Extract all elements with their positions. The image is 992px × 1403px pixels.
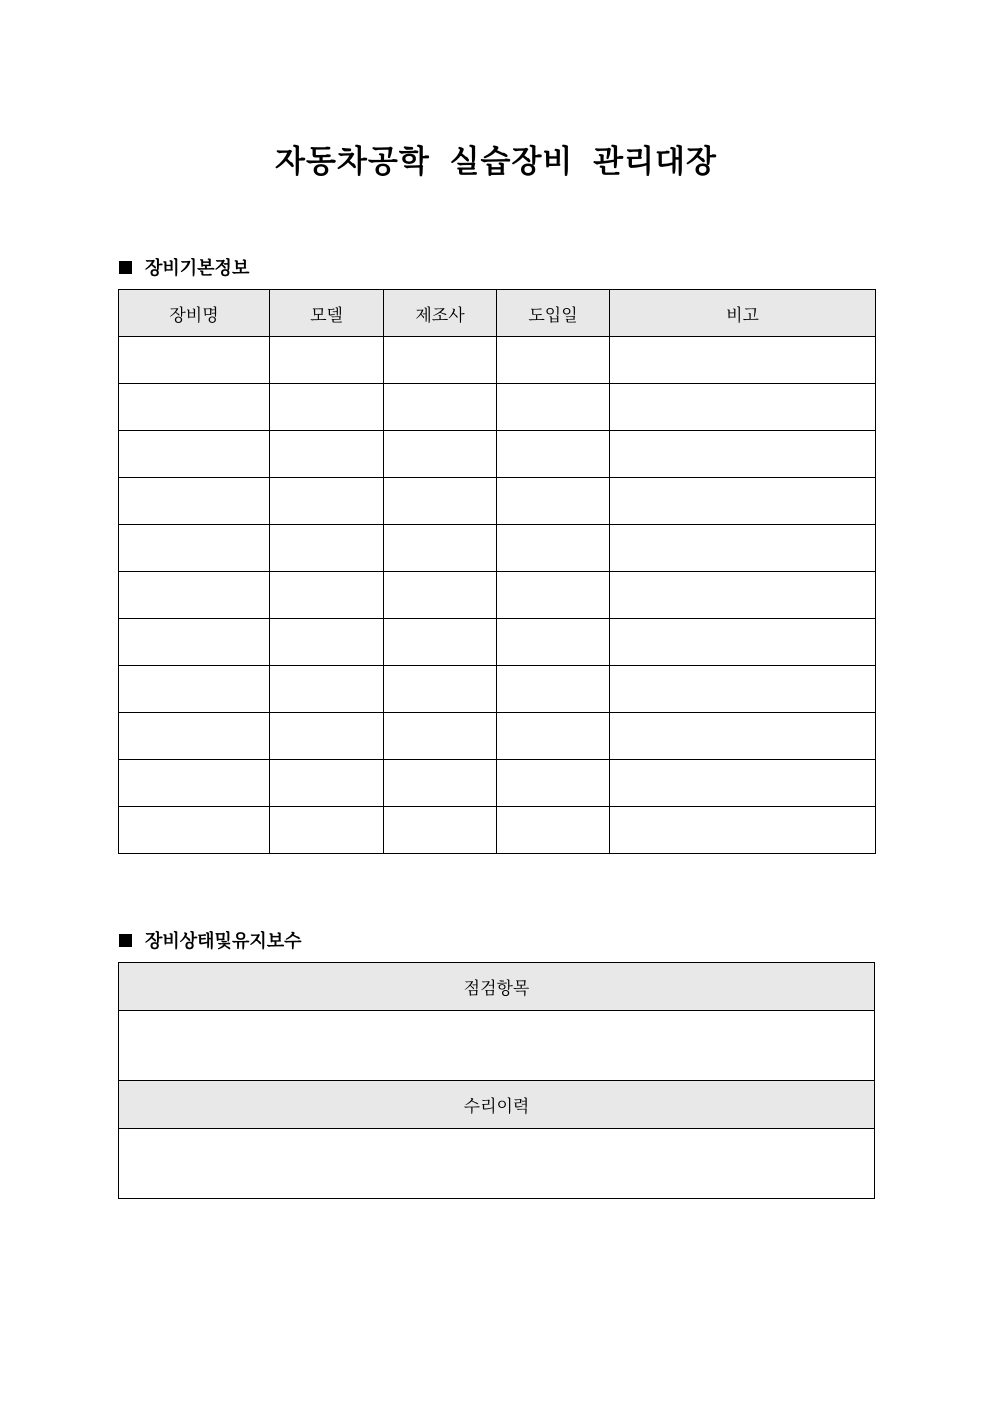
intro-date-cell[interactable] [497,807,610,854]
manufacturer-cell[interactable] [384,478,497,525]
manufacturer-cell[interactable] [384,760,497,807]
table-row [119,384,876,431]
table-row [119,572,876,619]
remarks-cell[interactable] [610,384,876,431]
intro-date-cell[interactable] [497,525,610,572]
model-cell[interactable] [270,666,384,713]
equipment-name-cell[interactable] [119,666,270,713]
document-title: 자동차공학 실습장비 관리대장 [275,144,717,180]
inspection-items-header: 점검항목 [119,963,875,1011]
table-row [119,713,876,760]
table-row [119,760,876,807]
model-cell[interactable] [270,478,384,525]
table-header-row [119,290,876,337]
intro-date-cell[interactable] [497,384,610,431]
manufacturer-cell[interactable] [384,666,497,713]
repair-history-header: 수리이력 [119,1081,875,1129]
remarks-cell[interactable] [610,478,876,525]
equipment-name-cell[interactable] [119,572,270,619]
intro-date-cell[interactable] [497,760,610,807]
manufacturer-cell[interactable] [384,384,497,431]
remarks-cell[interactable] [610,807,876,854]
section-heading-equipment-info [119,254,249,280]
table-row [119,619,876,666]
remarks-cell[interactable] [610,431,876,478]
section-heading-label: 장비기본정보 [145,258,250,279]
inspection-items-cell[interactable] [119,1011,875,1081]
equipment-name-cell[interactable] [119,478,270,525]
model-cell[interactable] [270,431,384,478]
table-row [119,431,876,478]
remarks-cell[interactable] [610,713,876,760]
table-row [119,807,876,854]
section-heading-status-maintenance [119,927,302,953]
equipment-name-cell[interactable] [119,619,270,666]
manufacturer-cell[interactable] [384,431,497,478]
model-cell[interactable] [270,807,384,854]
equipment-info-table [118,289,876,854]
intro-date-cell[interactable] [497,431,610,478]
manufacturer-cell[interactable] [384,713,497,760]
table-row [119,525,876,572]
equipment-name-cell[interactable] [119,807,270,854]
table-row [119,478,876,525]
model-cell[interactable] [270,713,384,760]
manufacturer-cell[interactable] [384,525,497,572]
equipment-name-cell[interactable] [119,384,270,431]
remarks-cell[interactable] [610,337,876,384]
intro-date-cell[interactable] [497,478,610,525]
equipment-name-cell[interactable] [119,525,270,572]
column-header-intro-date: 도입일 [497,290,610,337]
intro-date-cell[interactable] [497,619,610,666]
remarks-cell[interactable] [610,572,876,619]
table-row [119,337,876,384]
section-heading-label: 장비상태및유지보수 [145,931,302,952]
equipment-name-cell[interactable] [119,713,270,760]
equipment-name-cell[interactable] [119,760,270,807]
equipment-name-cell[interactable] [119,337,270,384]
model-cell[interactable] [270,337,384,384]
intro-date-cell[interactable] [497,572,610,619]
remarks-cell[interactable] [610,619,876,666]
column-header-model: 모델 [270,290,384,337]
column-header-remarks: 비고 [610,290,876,337]
remarks-cell[interactable] [610,760,876,807]
status-maintenance-table [118,962,875,1199]
manufacturer-cell[interactable] [384,337,497,384]
equipment-name-cell[interactable] [119,431,270,478]
model-cell[interactable] [270,760,384,807]
column-header-manufacturer: 제조사 [384,290,497,337]
intro-date-cell[interactable] [497,337,610,384]
model-cell[interactable] [270,572,384,619]
model-cell[interactable] [270,384,384,431]
model-cell[interactable] [270,525,384,572]
manufacturer-cell[interactable] [384,572,497,619]
intro-date-cell[interactable] [497,713,610,760]
table-row [119,666,876,713]
manufacturer-cell[interactable] [384,807,497,854]
intro-date-cell[interactable] [497,666,610,713]
column-header-equipment-name: 장비명 [119,290,270,337]
square-bullet-icon [119,934,132,947]
remarks-cell[interactable] [610,666,876,713]
square-bullet-icon [119,261,132,274]
manufacturer-cell[interactable] [384,619,497,666]
remarks-cell[interactable] [610,525,876,572]
repair-history-cell[interactable] [119,1129,875,1199]
model-cell[interactable] [270,619,384,666]
